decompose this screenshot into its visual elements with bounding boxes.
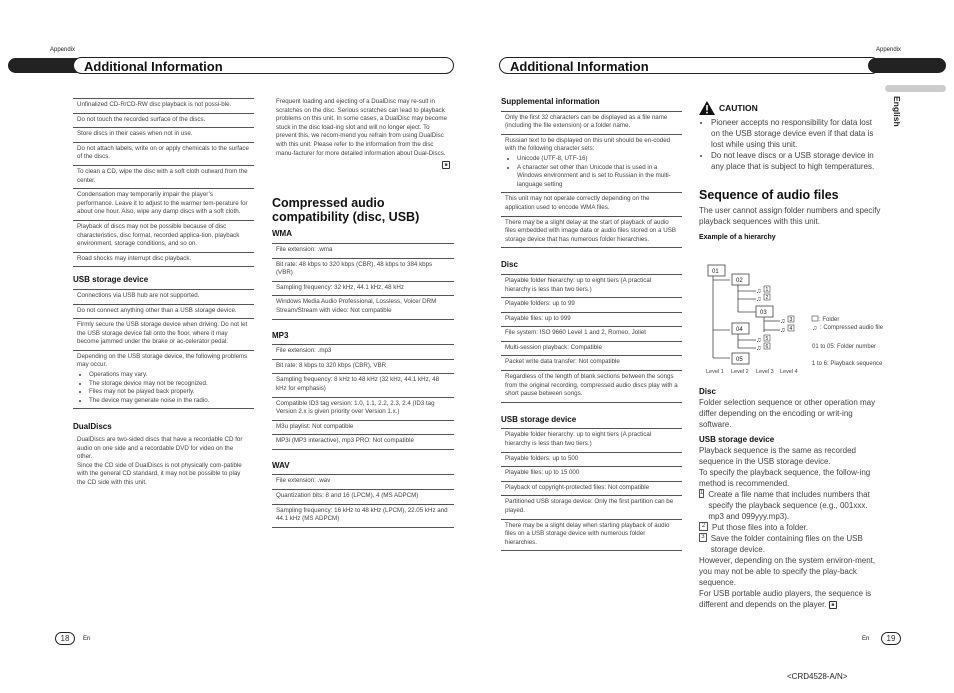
step-item <box>699 522 881 533</box>
step-number: 3 <box>699 533 707 542</box>
russian-intro: Russian text to be displayed on this unit should be en-coded with the following character sets: <box>505 136 671 153</box>
supplemental-list-rest <box>501 193 682 248</box>
charset-bullets <box>505 155 678 189</box>
usb-heading-4: USB storage device <box>699 435 775 444</box>
lang-code-right: En <box>862 636 870 642</box>
bullet-item: • Pioneer accepts no responsibility for data lost on the USB storage device even if that data is lost while using this unit. <box>711 117 881 150</box>
list-item: There may be a slight delay when starting playback of audio files on a USB storage device with numerous folder hierarchies. <box>501 520 682 552</box>
usb-text-4: For USB portable audio players, the sequence is different and depends on the player. <box>699 589 872 609</box>
list-item: Partitioned USB storage device: Only the first partition can be played. <box>501 496 682 519</box>
list-item: Playback of copyright-protected files: Not compatible <box>501 482 682 497</box>
list-item: Sampling frequency: 32 kHz, 44.1 kHz, 48 kHz <box>272 282 454 297</box>
disc-heading: Disc <box>501 260 518 270</box>
dualdiscs-para-2: Since the CD side of DualDiscs is not physically com-patible with the general CD standard, it may not be possible to play the CD side with this unit. <box>77 461 242 486</box>
bullet-item: • The device may generate noise in the radio. <box>89 397 250 406</box>
list-item: Road shocks may interrupt disc playback. <box>73 253 254 268</box>
appendix-label-right: Appendix <box>876 47 902 53</box>
column-2 <box>272 98 454 528</box>
file-1 <box>756 286 770 295</box>
wav-list <box>272 474 454 527</box>
level-4-label: Level 4 <box>780 369 798 375</box>
column-1 <box>73 98 254 488</box>
usb-precautions-list <box>73 289 254 351</box>
folder-03-label: 03 <box>760 310 767 316</box>
list-item: Firmly secure the USB storage device when driving. Do not let the USB storage device fall onto the floor, where it may become jammed under the brake or ac-celerator pedal. <box>73 319 254 351</box>
bullet-item: • Operations may vary. <box>89 371 250 380</box>
column-4 <box>699 101 881 243</box>
list-item: Packet write data transfer: Not compatible <box>501 356 682 371</box>
svg-text:♫: ♫ <box>780 318 786 325</box>
hierarchy-diagram <box>704 262 884 378</box>
file-1-num: 1 <box>765 287 769 293</box>
list-item: Playable files: up to 999 <box>501 313 682 328</box>
wma-heading: WMA <box>272 229 292 239</box>
compressed-audio-title: Compressed audio compatibility (disc, USB) <box>272 196 420 225</box>
list-item: Unfinalized CD-R/CD-RW disc playback is not possi-ble. <box>73 98 254 114</box>
list-item: Multi-session playback: Compatible <box>501 342 682 357</box>
list-item: Playable folders: up to 500 <box>501 453 682 468</box>
folder-04 <box>732 323 749 334</box>
caution-title: CAUTION <box>719 102 758 113</box>
list-item: Windows Media Audio Professional, Lossless, Voice/ DRM Stream/Stream with video: Not compatible <box>272 296 454 319</box>
legend-folder-number: 01 to 05: Folder number <box>812 344 877 350</box>
list-item: Playable folder hierarchy: up to eight tiers (A practical hierarchy is less than two tiers.) <box>501 428 682 452</box>
list-item: Do not attach labels, write on or apply chemicals to the surface of the discs. <box>73 143 254 166</box>
list-item: Playable files: up to 15 000 <box>501 467 682 482</box>
usb-text-2: To specify the playback sequence, the follow-ing method is recommended. <box>699 468 871 488</box>
step-item <box>699 533 881 555</box>
file-5-num: 5 <box>765 336 769 342</box>
bullet-item: • The storage device may not be recognized. <box>89 380 250 389</box>
disc-heading-4: Disc <box>699 387 716 396</box>
list-item: Sampling frequency: 8 kHz to 48 kHz (32 kHz, 44.1 kHz, 48 kHz for emphasis) <box>272 374 454 397</box>
document-code: <CRD4528-A/N> <box>787 672 848 681</box>
caution-header <box>699 101 881 115</box>
file-4 <box>780 325 794 334</box>
list-item: Bit rate: 48 kbps to 320 kbps (CBR), 48 kbps to 384 kbps (VBR) <box>272 259 454 282</box>
dualdiscs-heading: DualDiscs <box>73 422 112 432</box>
file-3-num: 3 <box>789 317 793 323</box>
file-6 <box>756 343 770 352</box>
sequence-title: Sequence of audio files <box>699 188 839 202</box>
step-item <box>699 489 881 522</box>
list-item: Do not connect anything other than a USB storage device. <box>73 305 254 320</box>
list-item: To clean a CD, wipe the disc with a soft cloth outward from the center. <box>73 166 254 189</box>
end-mark-icon: ■ <box>442 161 450 169</box>
caution-list <box>699 117 881 172</box>
usb-list <box>501 428 682 551</box>
usb-problems-item <box>73 351 254 410</box>
list-item: File extension: .wma <box>272 243 454 259</box>
list-item: Do not touch the recorded surface of the discs. <box>73 114 254 129</box>
disc-list <box>501 274 682 403</box>
section-title-left: Additional Information <box>73 57 454 74</box>
legend-folder: : Folder <box>819 317 840 323</box>
list-item: Playable folders: up to 99 <box>501 298 682 313</box>
disc-text: Folder selection sequence or other operation may differ depending on the encoding or writ-ing software. <box>699 398 876 429</box>
bullet-item: • Unicode (UTF-8, UTF-16) <box>517 155 678 164</box>
step-text: Save the folder containing files on the USB storage device. <box>710 534 863 554</box>
usb-problems-intro: Depending on the USB storage device, the following problems may occur. <box>77 352 248 369</box>
step-text: Create a file name that includes numbers that specify the playback sequence (e.g., 001xxx. mp3 and 099yyy.mp3). <box>708 490 870 521</box>
step-text: Put those files into a folder. <box>712 523 809 532</box>
list-item: Bit rate: 8 kbps to 320 kbps (CBR), VBR <box>272 360 454 375</box>
list-item: Compatible ID3 tag version: 1.0, 1.1, 2.2, 2.3, 2.4 (ID3 tag Version 2.x is given priority over Version 1.x.) <box>272 398 454 421</box>
list-item: This unit may not operate correctly depending on the application used to encode WMA files. <box>501 193 682 216</box>
section-title-right: Additional Information <box>499 57 880 74</box>
file-6-num: 6 <box>765 344 769 350</box>
warning-icon <box>699 101 715 115</box>
disc-precautions-list <box>73 98 254 267</box>
sequence-intro: The user cannot assign folder numbers and specify playback sequences with this unit. <box>699 206 881 226</box>
folder-02 <box>732 274 749 285</box>
list-item: Sampling frequency: 16 kHz to 48 kHz (LPCM), 22.05 kHz and 44.1 kHz (MS ADPCM) <box>272 505 454 528</box>
list-item: MP3i (MP3 interactive), mp3 PRO: Not compatible <box>272 435 454 450</box>
example-heading: Example of a hierarchy <box>699 234 776 241</box>
folder-02-label: 02 <box>736 278 743 284</box>
bullet-item: • Do not leave discs or a USB storage device in any place that is subject to high temperatures. <box>711 150 881 172</box>
list-item: File extension: .mp3 <box>272 344 454 360</box>
list-item: There may be a slight delay at the start of playback of audio files embedded with image data or audio files stored on a USB storage device that has numerous folder hierarchies. <box>501 217 682 249</box>
wma-list <box>272 243 454 320</box>
language-side-tab: English <box>892 96 902 127</box>
usb-problems-bullets <box>77 371 250 405</box>
column-4-lower <box>699 386 881 610</box>
level-2-label: Level 2 <box>731 369 749 375</box>
folder-04-label: 04 <box>736 327 743 333</box>
list-item: File extension: .wav <box>272 474 454 490</box>
svg-text:♫: ♫ <box>780 327 786 334</box>
appendix-label-left: Appendix <box>50 47 76 53</box>
list-item: M3u playlist: Not compatible <box>272 421 454 436</box>
usb-heading-3: USB storage device <box>501 414 577 424</box>
header-pill-right <box>868 58 946 73</box>
list-item: Playback of discs may not be possible because of disc characteristics, disc format, recorded applica-tion, playback environment, storage conditions, and so on. <box>73 221 254 253</box>
step-number: 1 <box>700 490 704 496</box>
list-item: Quantization bits: 8 and 16 (LPCM), 4 (MS ADPCM) <box>272 490 454 505</box>
usb-text-1: Playback sequence is the same as recorded sequence in the USB storage device. <box>699 446 856 466</box>
level-labels <box>706 369 798 375</box>
supplemental-heading: Supplemental information <box>501 97 600 106</box>
folder-03 <box>756 306 773 317</box>
list-item: Playable folder hierarchy: up to eight tiers (A practical hierarchy is less than two tiers.) <box>501 274 682 298</box>
file-3 <box>780 316 794 325</box>
svg-text:♫: ♫ <box>812 325 818 332</box>
steps-list <box>699 489 881 555</box>
page-number-left: 18 <box>55 632 75 645</box>
mp3-heading: MP3 <box>272 330 289 340</box>
hierarchy-legend <box>812 316 884 367</box>
svg-text:♫: ♫ <box>756 296 762 303</box>
list-item: File system: ISO 9660 Level 1 and 2, Romeo, Joliet <box>501 327 682 342</box>
list-item: Store discs in their cases when not in use. <box>73 128 254 143</box>
step-number: 2 <box>699 522 708 531</box>
file-4-num: 4 <box>789 326 793 332</box>
lang-code-left: En <box>83 636 91 642</box>
level-1-label: Level 1 <box>706 369 724 375</box>
list-item: Condensation may temporarily impair the player’s performance. Leave it to adjust to the warmer tem-perature for about one hour. Also, wipe any damp discs with a soft cloth. <box>73 189 254 221</box>
folder-05 <box>732 353 749 364</box>
list-item: Regardless of the length of blank sections between the songs from the original recording, compressed audio discs play with a short pause between songs. <box>501 371 682 403</box>
folder-01 <box>708 265 725 276</box>
file-2 <box>756 294 770 303</box>
supplemental-item: Only the first 32 characters can be displayed as a file name (including the file extension) or a folder name. <box>501 111 682 135</box>
bullet-item: • Files may not be played back properly. <box>89 388 250 397</box>
folder-05-label: 05 <box>736 357 743 363</box>
end-mark-icon: ■ <box>829 601 837 609</box>
side-tab-bar <box>885 85 946 92</box>
page-number-right: 19 <box>881 632 901 645</box>
bullet-item: • A character set other than Unicode that is used in a Windows environment and is set to Russian in the multi-language setting <box>517 164 678 190</box>
legend-playback-sequence: 1 to 6: Playback sequence <box>812 361 883 367</box>
level-3-label: Level 3 <box>756 369 774 375</box>
mp3-list <box>272 344 454 450</box>
supplemental-item-russian <box>501 135 682 194</box>
dualdiscs-text <box>73 436 254 488</box>
folder-01-label: 01 <box>712 269 719 275</box>
usb-text-3: However, depending on the system environ-ment, you may not be able to specify the play-back sequence. <box>699 556 876 587</box>
file-2-num: 2 <box>765 295 769 301</box>
usb-heading: USB storage device <box>73 275 149 285</box>
dualdiscs-para-1: DualDiscs are two-sided discs that have a recordable CD for audio on one side and a recordable DVD for video on the other. <box>77 436 243 461</box>
svg-text:♫: ♫ <box>756 288 762 295</box>
file-5 <box>756 335 770 344</box>
legend-file: : Compressed audio file <box>820 325 884 331</box>
column-3 <box>501 98 682 551</box>
list-item: Connections via USB hub are not supported. <box>73 289 254 305</box>
wav-heading: WAV <box>272 460 290 470</box>
svg-text:♫: ♫ <box>756 345 762 352</box>
dualdisc-intro: Frequent loading and ejecting of a DualDisc may re-sult in scratches on the disc. Serious scratches can lead to playback problems on this unit. In some cases, a DualDisc may become stuck in the disc load-ing slot and will no longer eject. To prevent this, we recom-mend you refrain from using DualDisc with this unit. Please refer to the information from the disc manu-facturer for more detailed information about Dual-Discs. <box>276 98 447 157</box>
svg-text:♫: ♫ <box>756 337 762 344</box>
